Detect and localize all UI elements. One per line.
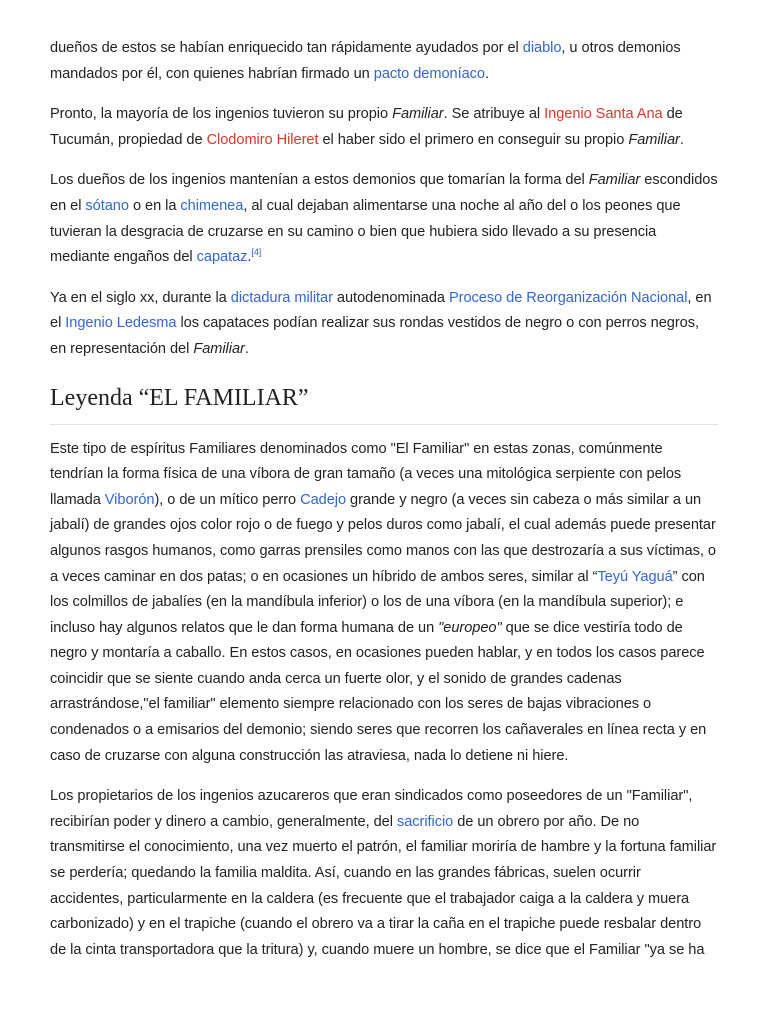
link-clodomiro-hileret[interactable]: Clodomiro Hileret	[206, 131, 319, 148]
text: ” con los colmillos de jabalíes (en la mandíbula inferior) o los de una víbora (en la mandíbula superior); e incluso hay algunos relatos que le dan forma humana de un	[50, 568, 705, 636]
text: Los dueños de los ingenios mantenían a estos demonios que tomarían la forma del	[50, 172, 589, 189]
emphasis: Familiar	[628, 131, 680, 148]
paragraph-2	[50, 102, 718, 153]
text: los capataces podían realizar sus rondas vestidos de negro o con perros negros, en representación del	[50, 315, 699, 357]
paragraph-1	[50, 36, 718, 87]
reference-link[interactable]: [4]	[251, 247, 262, 258]
paragraph-3	[50, 168, 718, 270]
link-sacrificio[interactable]: sacrificio	[396, 813, 454, 830]
paragraph-4	[50, 286, 718, 363]
text: .	[484, 65, 489, 82]
emphasis: Familiar	[392, 106, 444, 123]
section-heading: Leyenda “EL FAMILIAR”	[50, 383, 718, 425]
link-capataz[interactable]: capataz	[196, 249, 248, 266]
text: de un obrero por año. De no transmitirse el conocimiento, una vez muerto el patrón, el familiar moriría de hambre y la fortuna familiar se perdería; quedando la familia maldita. Así, cuando en las grandes fábricas, suelen ocurrir accidentes, particularmente en la caldera (es frecuente que el trabajador caiga a la caldera y muera carbonizado) y en el trapiche (cuando el obrero va a tirar la caña en el trapiche puede resbalar dentro de la cinta transportadora que la tritura) y, cuando muere un hombre, se dice que el Familiar "ya se ha	[50, 813, 717, 958]
text: autodenominada	[332, 289, 449, 306]
text: Los propietarios de los ingenios azucareros que eran sindicados como poseedores de un "Familiar", recibirían poder y dinero a cambio, generalmente, del	[50, 788, 693, 830]
paragraph-6	[50, 784, 718, 963]
text: , u otros demonios mandados por él, con quienes habrían firmado un	[50, 40, 681, 82]
text: Ya en el siglo xx, durante la	[50, 289, 231, 306]
link-ingenio-ledesma[interactable]: Ingenio Ledesma	[65, 315, 177, 332]
text: Este tipo de espíritus Familiares denominados como "El Familiar" en estas zonas, comúnmente tendrían la forma física de una víbora de gran tamaño (a veces una mitológica serpiente con pelos llamada	[50, 440, 682, 508]
text: , al cual dejaban alimentarse una noche al año del o los peones que tuvieran la desgracia de cruzarse en su camino o bien que hubiera sido llevado a su presencia mediante engaños del	[50, 197, 681, 266]
text: .	[679, 131, 684, 148]
text: dueños de estos se habían enriquecido tan rápidamente ayudados por el	[50, 40, 523, 56]
text: Pronto, la mayoría de los ingenios tuvieron su propio	[50, 106, 393, 123]
text: de Tucumán, propiedad de	[50, 106, 683, 148]
text: grande y negro (a veces sin cabeza o más similar a un jabalí) de grandes ojos color rojo o de fuego y pelos duros como jabalí, el cual además puede presentar algunos rasgos humanos, como garras prensiles como manos con las que destrozaría a sus víctimas, o a veces caminar en dos patas; o en ocasiones un híbrido de ambos seres, similar al “	[50, 491, 716, 585]
link-proceso-reorganizacion[interactable]: Proceso de Reorganización Nacional	[448, 289, 688, 306]
link-ingenio-santa-ana[interactable]: Ingenio Santa Ana	[544, 106, 663, 123]
text: .	[247, 249, 252, 266]
emphasis: "europeo"	[438, 619, 502, 636]
link-diablo[interactable]: diablo	[522, 40, 562, 56]
text: o en la	[128, 197, 181, 214]
text: el haber sido el primero en conseguir su propio	[318, 131, 629, 148]
link-chimenea[interactable]: chimenea	[180, 197, 244, 214]
link-viboron[interactable]: Viborón	[104, 491, 155, 508]
link-teyu-yagua[interactable]: Teyú Yaguá	[597, 568, 673, 585]
link-pacto-demoniaco[interactable]: pacto demoníaco	[373, 65, 485, 82]
text: . Se atribuye al	[443, 106, 545, 123]
link-dictadura-militar[interactable]: dictadura militar	[230, 289, 333, 306]
link-sotano[interactable]: sótano	[85, 197, 129, 214]
text: , en el	[50, 289, 712, 332]
text: .	[244, 340, 249, 357]
text: escondidos en el	[50, 172, 718, 214]
text: que se dice vestiría todo de negro y montaría a caballo. En estos casos, en ocasiones pueden hablar, y en todos los casos parece coincidir que se siente cuando anda cerca un fuerte olor, y el sonido de grandes cadenas arrastrándose,"el familiar" elemento siempre relacionado con los seres de bajas vibraciones o condenados o a emisarios del demonio; siendo seres que recorren los cañaverales en línea recta y en caso de cruzarse con alguna construcción las atraviesa, nada lo detiene ni hiere.	[50, 619, 707, 764]
text: ), o de un mítico perro	[154, 491, 301, 508]
paragraph-5	[50, 437, 718, 770]
link-cadejo[interactable]: Cadejo	[300, 491, 347, 508]
emphasis: Familiar	[588, 172, 641, 189]
emphasis: Familiar	[193, 340, 245, 357]
